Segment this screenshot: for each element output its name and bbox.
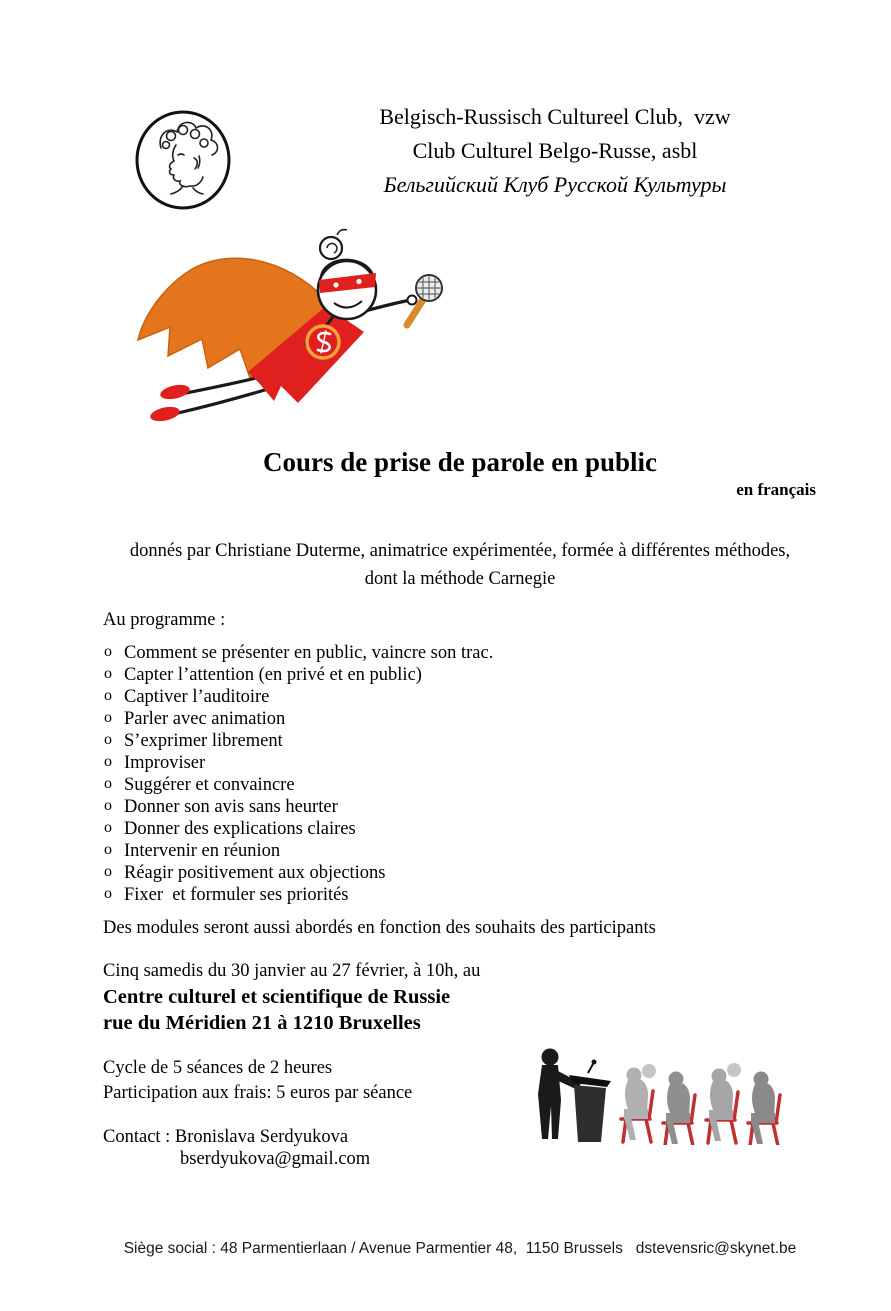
speaker-silhouette (538, 1049, 581, 1140)
footer-address: Siège social : 48 Parmentierlaan / Avenue Parmentier 48, 1150 Brussels dstevensric@skynet.be (123, 1240, 797, 1257)
program-item: o Fixer et formuler ses priorités (103, 884, 493, 906)
fee-info: Participation aux frais: 5 euros par séance (103, 1082, 413, 1103)
language-note: en français (736, 480, 816, 499)
program-item: o S’exprimer librement (103, 730, 493, 752)
cycle-info: Cycle de 5 séances de 2 heures (103, 1058, 333, 1078)
program-item: o Comment se présenter en public, vaincre son trac. (103, 642, 493, 664)
program-item: o Improviser (103, 752, 493, 774)
modules-note: Des modules seront aussi abordés en fonction des souhaits des participants (103, 918, 656, 938)
program-item: o Réagir positivement aux objections (103, 862, 493, 884)
intro-paragraph (30, 537, 890, 593)
program-item: o Parler avec animation (103, 708, 493, 730)
program-item: o Intervenir en réunion (103, 840, 493, 862)
venue-address: rue du Méridien 21 à 1210 Bruxelles (103, 1012, 421, 1034)
schedule-dates: Cinq samedis du 30 janvier au 27 février, à 10h, au (103, 961, 481, 981)
podium-shape (574, 1085, 606, 1142)
course-title: Cours de prise de parole en public (262, 447, 658, 477)
program-item: o Capter l’attention (en privé et en public) (103, 664, 493, 686)
program-item: o Suggérer et convaincre (103, 774, 493, 796)
contact-section (103, 1126, 370, 1170)
program-section (103, 608, 493, 906)
venue-name: Centre culturel et scientifique de Russie (103, 986, 451, 1008)
intro-line1: donnés par Christiane Duterme, animatrice expérimentée, formée à différentes méthodes, (129, 541, 791, 561)
program-list (103, 642, 493, 906)
club-logo-icon (133, 108, 233, 217)
program-item: o Captiver l’auditoire (103, 686, 493, 708)
intro-line2: dont la méthode Carnegie (364, 569, 556, 589)
schedule-section (103, 959, 480, 1036)
audience-illustration (528, 1042, 800, 1150)
program-heading: Au programme : (103, 610, 226, 630)
program-item: o Donner son avis sans heurter (103, 796, 493, 818)
superhero-illustration (128, 226, 458, 446)
club-name-dutch: Belgisch-Russisch Cultureel Club, vzw (379, 104, 731, 129)
program-item: o Donner des explications claires (103, 818, 493, 840)
details-section (103, 1056, 412, 1105)
contact-name: Contact : Bronislava Serdyukova (103, 1127, 349, 1147)
club-name-russian: Бельгийский Клуб Русской Культуры (383, 172, 727, 197)
contact-email: bserdyukova@gmail.com (180, 1149, 371, 1169)
club-name-french: Club Culturel Belgo-Russe, asbl (412, 138, 698, 163)
club-header (220, 100, 890, 202)
